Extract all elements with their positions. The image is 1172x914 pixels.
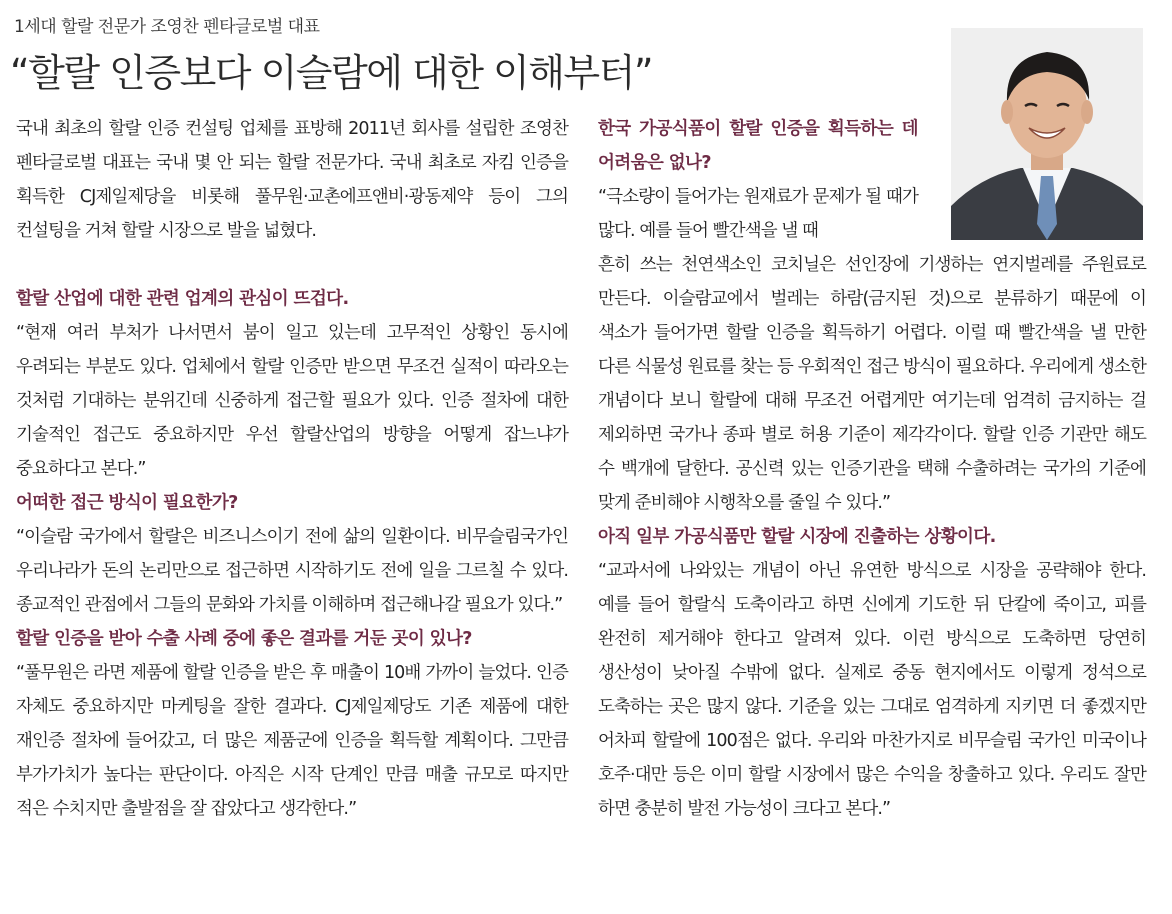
answer-5: “교과서에 나와있는 개념이 아닌 유연한 방식으로 시장을 공략해야 한다. 예를 들어 할랄식 도축이라고 하면 신에게 기도한 뒤 단칼에 죽이고, 피를 완전히 제거해야 한다고 알려져 있다. 이런 방식으로 도축하면 당연히 생산성이 낮아질 수밖에 없다. 실제로 중동 현지에서도 이렇게 정석으로 도축하는 곳은 많지 않다. 기준을 있는 그대로 엄격하게 지키면 더 좋겠지만 어차피 할랄에 100점은 없다. 우리와 마찬가지로 비무슬림 국가인 미국이나 호주·대만 등은 이미 할랄 시장에서 많은 수익을 창출하고 있다. 우리도 잘만 하면 충분히 발전 가능성이 크다고 본다.” (598, 561, 1146, 819)
spacer (16, 248, 568, 282)
question-5: 아직 일부 가공식품만 할랄 시장에 진출하는 상황이다. (598, 527, 996, 547)
question-3: 할랄 인증을 받아 수출 사례 중에 좋은 결과를 거둔 곳이 있나? (16, 629, 472, 649)
headline: “할랄 인증보다 이슬람에 대한 이해부터” (10, 51, 653, 95)
question-2: 어떠한 접근 방식이 필요한가? (16, 493, 238, 513)
kicker: 1세대 할랄 전문가 조영찬 펜타글로벌 대표 (14, 17, 320, 37)
answer-2: “이슬람 국가에서 할랄은 비즈니스이기 전에 삶의 일환이다. 비무슬림국가인 우리나라가 돈의 논리만으로 접근하면 시작하기도 전에 일을 그르칠 수 있다. 종교적인 관점에서 그들의 문화와 가치를 이해하며 접근해나갈 필요가 있다.” (16, 527, 568, 615)
right-column (598, 112, 1146, 826)
left-column (16, 112, 568, 826)
answer-3: “풀무원은 라면 제품에 할랄 인증을 받은 후 매출이 10배 가까이 늘었다. 인증 자체도 중요하지만 마케팅을 잘한 결과다. CJ제일제당도 기존 제품에 대한 재인증 절차에 들어갔고, 더 많은 제품군에 인증을 획득할 계획이다. 그만큼 부가가치가 높다는 판단이다. 아직은 시작 단계인 만큼 매출 규모로 따지만 적은 수치지만 출발점을 잘 잡았다고 생각한다.” (16, 663, 568, 819)
answer-1: “현재 여러 부처가 나서면서 붐이 일고 있는데 고무적인 상황인 동시에 우려되는 부분도 있다. 업체에서 할랄 인증만 받으면 무조건 실적이 따라오는 것처럼 기대하는 분위긴데 신중하게 접근할 필요가 있다. 인증 절차에 대한 기술적인 접근도 중요하지만 우선 할랄산업의 방향을 어떻게 잡느냐가 중요하다고 본다.” (16, 323, 568, 479)
question-1: 할랄 산업에 대한 관련 업계의 관심이 뜨겁다. (16, 289, 349, 309)
question-4: 한국 가공식품이 할랄 인증을 획득하는 데 어려움은 없나? (598, 119, 918, 173)
intro-paragraph: 국내 최초의 할랄 인증 컨설팅 업체를 표방해 2011년 회사를 설립한 조영찬 펜타글로벌 대표는 국내 몇 안 되는 할랄 전문가다. 국내 최초로 자킴 인증을 획득한 CJ제일제당을 비롯해 풀무원·교촌에프앤비·광동제약 등이 그의 컨설팅을 거쳐 할랄 시장으로 발을 넓혔다. (16, 119, 568, 241)
answer-4-top: “극소량이 들어가는 원재료가 문제가 될 때가 많다. 예를 들어 빨간색을 낼 때 (598, 187, 918, 241)
answer-4: 흔히 쓰는 천연색소인 코치닐은 선인장에 기생하는 연지벌레를 주원료로 만든다. 이슬람교에서 벌레는 하람(금지된 것)으로 분류하기 때문에 이 색소가 들어가면 할랄 인증을 획득하기 어렵다. 이럴 때 빨간색을 낼 만한 다른 식물성 원료를 찾는 등 우회적인 접근 방식이 필요하다. 우리에게 생소한 개념이다 보니 할랄에 대해 무조건 어렵게만 여기는데 엄격히 금지하는 걸 제외하면 국가나 종파 별로 허용 기준이 제각각이다. 할랄 인증 기관만 해도 수 백개에 달한다. 공신력 있는 인증기관을 택해 수출하려는 국가의 기준에 맞게 준비해야 시행착오를 줄일 수 있다.” (598, 255, 1146, 513)
